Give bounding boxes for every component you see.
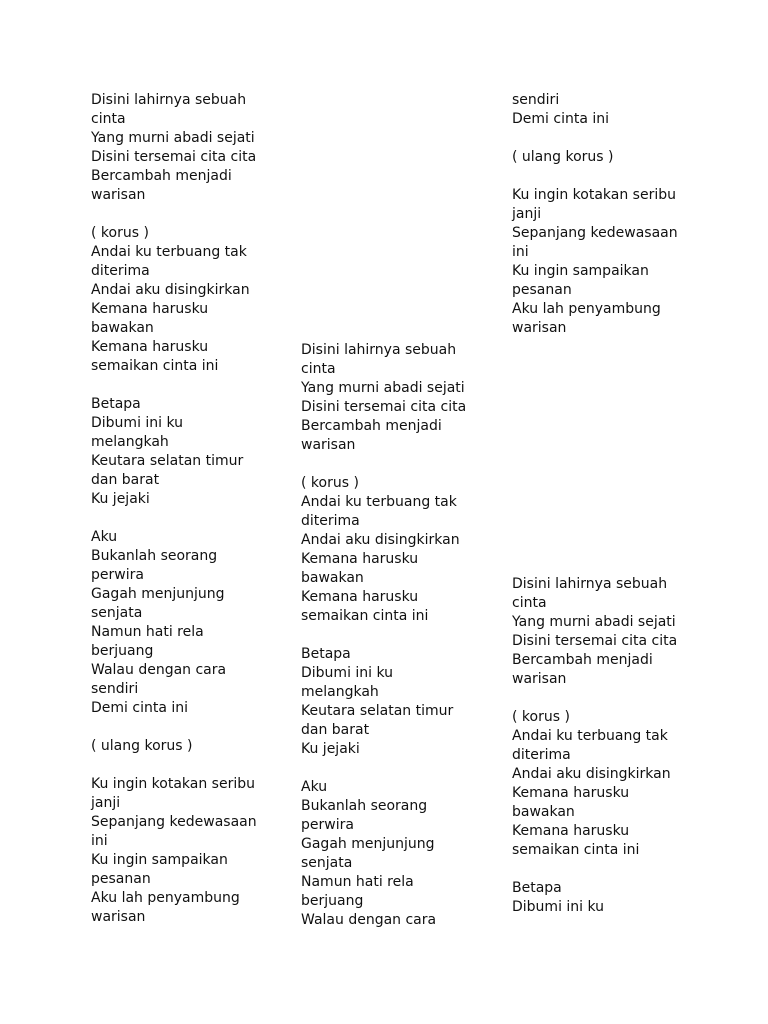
lyric-line: Bercambah menjadi warisan <box>512 652 653 687</box>
lyric-line: Sepanjang kedewasaan ini <box>91 814 257 849</box>
lyric-line: Kemana harusku semaikan cinta ini <box>301 589 429 624</box>
stanza-break <box>91 376 263 395</box>
lyric-line: Kemana harusku bawakan <box>91 301 209 336</box>
lyric-line: Disini tersemai cita cita <box>91 149 257 165</box>
lyrics-column-2 <box>301 341 473 930</box>
lyric-line: Namun hati rela berjuang <box>301 874 414 909</box>
lyric-line: Walau dengan cara <box>301 912 437 928</box>
lyric-line: Andai aku disingkirkan <box>91 282 250 298</box>
lyric-line: Andai aku disingkirkan <box>301 532 460 548</box>
stanza-break <box>512 860 684 879</box>
lyric-line: Gagah menjunjung senjata <box>301 836 435 871</box>
stanza-break <box>301 455 473 474</box>
lyric-line: Kemana harusku bawakan <box>512 785 630 820</box>
lyric-line: Bercambah menjadi warisan <box>91 168 232 203</box>
stanza-break <box>91 718 263 737</box>
lyric-line: Disini lahirnya sebuah cinta <box>301 342 457 377</box>
lyrics-column-1 <box>91 91 263 927</box>
lyric-line: Disini lahirnya sebuah cinta <box>91 92 247 127</box>
lyric-line: ( ulang korus ) <box>512 149 614 165</box>
lyric-line: Ku ingin sampaikan pesanan <box>512 263 649 298</box>
lyric-line: Yang murni abadi sejati <box>512 614 676 630</box>
lyric-line: Aku lah penyambung warisan <box>91 890 240 925</box>
stanza-break <box>91 756 263 775</box>
lyric-line: Kemana harusku semaikan cinta ini <box>91 339 219 374</box>
stanza-break <box>91 509 263 528</box>
lyric-line: Keutara selatan timur dan barat <box>301 703 454 738</box>
lyric-line: Aku lah penyambung warisan <box>512 301 661 336</box>
lyric-line: Yang murni abadi sejati <box>91 130 255 146</box>
lyric-line: Dibumi ini ku melangkah <box>301 665 394 700</box>
lyric-line: Ku jejaki <box>301 741 360 757</box>
lyric-line: Aku <box>91 529 118 545</box>
lyric-line: Walau dengan cara sendiri <box>91 662 227 697</box>
lyric-line: ( korus ) <box>91 225 149 241</box>
lyric-line: Bukanlah seorang perwira <box>301 798 428 833</box>
lyric-line: Disini lahirnya sebuah cinta <box>512 576 668 611</box>
lyric-line: Aku <box>301 779 328 795</box>
lyric-line: Kemana harusku semaikan cinta ini <box>512 823 640 858</box>
lyric-line: Ku ingin kotakan seribu janji <box>91 776 255 811</box>
stanza-break <box>512 129 684 148</box>
lyric-line: Sepanjang kedewasaan ini <box>512 225 678 260</box>
lyric-line: Demi cinta ini <box>512 111 610 127</box>
lyric-line: Disini tersemai cita cita <box>512 633 678 649</box>
lyric-line: Andai aku disingkirkan <box>512 766 671 782</box>
lyric-line: Bercambah menjadi warisan <box>301 418 442 453</box>
lyric-line: Betapa <box>301 646 351 662</box>
lyric-line: Ku ingin kotakan seribu janji <box>512 187 676 222</box>
lyric-line: Andai ku terbuang tak diterima <box>301 494 457 529</box>
lyric-line: Ku ingin sampaikan pesanan <box>91 852 228 887</box>
lyric-line: Dibumi ini ku <box>512 899 605 915</box>
stanza-break <box>301 626 473 645</box>
lyric-line: Betapa <box>512 880 562 896</box>
lyric-line: Namun hati rela berjuang <box>91 624 204 659</box>
lyric-line: Demi cinta ini <box>91 700 189 716</box>
stanza-break <box>512 167 684 186</box>
lyric-line: ( korus ) <box>512 709 570 725</box>
lyric-line: ( korus ) <box>301 475 359 491</box>
lyric-line: Yang murni abadi sejati <box>301 380 465 396</box>
stanza-break <box>301 759 473 778</box>
lyric-line: Kemana harusku bawakan <box>301 551 419 586</box>
lyric-line: Disini tersemai cita cita <box>301 399 467 415</box>
lyric-line: sendiri <box>512 92 560 108</box>
lyric-line: Dibumi ini ku melangkah <box>91 415 184 450</box>
lyric-line: Andai ku terbuang tak diterima <box>512 728 668 763</box>
lyrics-column-3-bottom <box>512 575 684 917</box>
lyric-line: Gagah menjunjung senjata <box>91 586 225 621</box>
stanza-break <box>91 205 263 224</box>
lyric-line: Andai ku terbuang tak diterima <box>91 244 247 279</box>
lyric-line: Ku jejaki <box>91 491 150 507</box>
lyrics-column-3-top <box>512 91 684 338</box>
stanza-break <box>512 689 684 708</box>
lyric-line: ( ulang korus ) <box>91 738 193 754</box>
lyric-line: Keutara selatan timur dan barat <box>91 453 244 488</box>
lyric-line: Betapa <box>91 396 141 412</box>
lyric-line: Bukanlah seorang perwira <box>91 548 218 583</box>
